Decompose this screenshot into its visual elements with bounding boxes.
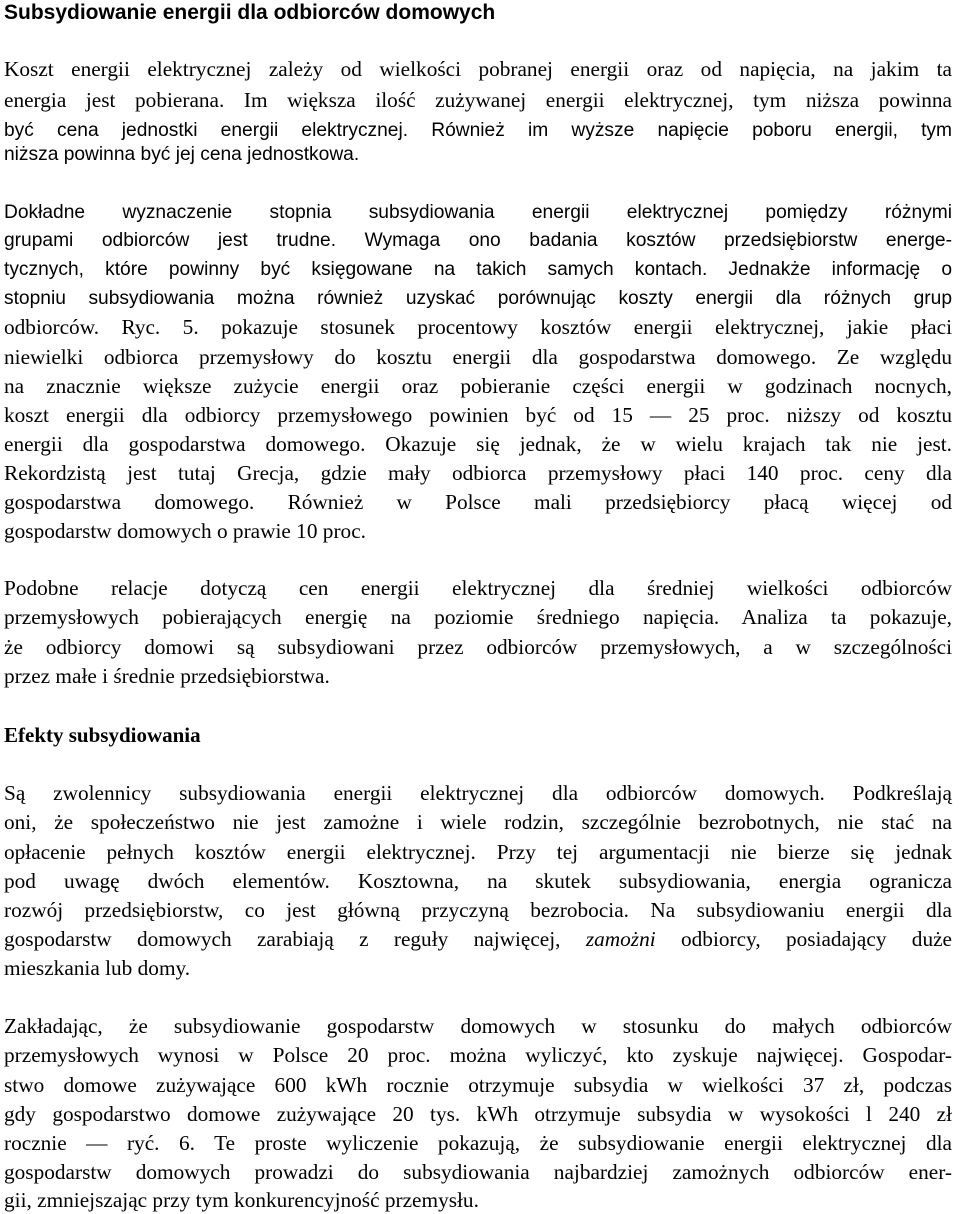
text-line: energia jest pobierana. Im większa ilość zużywanej energii elektrycznej, tym niższa powinna <box>4 88 952 112</box>
text-line: gdy gospodarstwo domowe zużywające 20 tys. kWh otrzymuje subsydia w wysokości l 240 zł <box>4 1102 952 1126</box>
text-line: energii dla gospodarstwa domowego. Okazuje się jednak, że w wielu krajach tak nie jest. <box>4 432 952 456</box>
page-title: Subsydiowanie energii dla odbiorców domowych <box>4 1 496 24</box>
text-line: mieszkania lub domy. <box>4 956 191 980</box>
text-line: gii, zmniejszając przy tym konkurencyjność przemysłu. <box>4 1188 479 1212</box>
text-line: odbiorców. Ryc. 5. pokazuje stosunek procentowy kosztów energii elektrycznej, jakie płaci <box>4 315 952 339</box>
text-segment: odbiorcy, posiadający duże <box>681 927 953 951</box>
text-line: stopniu subsydiowania można również uzyskać porównując koszty energii dla różnych grup <box>4 288 952 309</box>
text-line: gospodarstw domowych prowadzi do subsydiowania najbardziej zamożnych odbiorców ener- <box>4 1160 952 1184</box>
emphasis-text: zamożni <box>585 927 656 951</box>
text-line: Są zwolennicy subsydiowania energii elektrycznej dla odbiorców domowych. Podkreślają <box>4 781 952 805</box>
text-line: Rekordzistą jest tutaj Grecja, gdzie mały odbiorca przemysłowy płaci 140 proc. ceny dla <box>4 461 952 485</box>
text-line: Dokładne wyznaczenie stopnia subsydiowania energii elektrycznej pomiędzy różnymi <box>4 202 952 223</box>
text-line: oni, że społeczeństwo nie jest zamożne i wiele rodzin, szczególnie bezrobotnych, nie stać na <box>4 810 952 834</box>
text-line: przemysłowych pobierających energię na poziomie średniego napięcia. Analiza ta pokazuje, <box>4 605 952 629</box>
text-line: rocznie — ryć. 6. Te proste wyliczenie pokazują, że subsydiowanie energii elektrycznej dla <box>4 1131 952 1155</box>
text-segment: gospodarstw domowych zarabiają z reguły najwięcej, <box>4 927 561 951</box>
text-line: koszt energii dla odbiorcy przemysłowego powinien być od 15 — 25 proc. niższy od kosztu <box>4 403 952 427</box>
text-line: Zakładając, że subsydiowanie gospodarstw domowych w stosunku do małych odbiorców <box>4 1014 952 1038</box>
text-line: przemysłowych wynosi w Polsce 20 proc. można wyliczyć, kto zyskuje najwięcej. Gospodar- <box>4 1043 952 1067</box>
text-line: przez małe i średnie przedsiębiorstwa. <box>4 664 330 688</box>
text-line: Podobne relacje dotyczą cen energii elektrycznej dla średniej wielkości odbiorców <box>4 576 952 600</box>
text-line: pod uwagę dwóch elementów. Kosztowna, na skutek subsydiowania, energia ogranicza <box>4 869 952 893</box>
text-line: niższa powinna być jej cena jednostkowa. <box>4 144 360 165</box>
text-line: niewielki odbiorca przemysłowy do kosztu energii dla gospodarstwa domowego. Ze względu <box>4 345 952 369</box>
text-line: być cena jednostki energii elektrycznej. Również im wyższe napięcie poboru energii, tym <box>4 120 952 141</box>
text-line: na znacznie większe zużycie energii oraz pobieranie części energii w godzinach nocnych, <box>4 374 952 398</box>
text-line: że odbiorcy domowi są subsydiowani przez odbiorców przemysłowych, a w szczególności <box>4 635 952 659</box>
text-line: gospodarstwa domowego. Również w Polsce mali przedsiębiorcy płacą więcej od <box>4 490 952 514</box>
text-line: tycznych, które powinny być księgowane na takich samych kontach. Jednakże informację o <box>4 259 952 280</box>
text-line <box>4 925 952 953</box>
section-heading: Efekty subsydiowania <box>4 723 201 747</box>
text-line: gospodarstw domowych o prawie 10 proc. <box>4 519 366 543</box>
text-line: stwo domowe zużywające 600 kWh rocznie otrzymuje subsydia w wielkości 37 zł, podczas <box>4 1073 952 1097</box>
text-line: grupami odbiorców jest trudne. Wymaga ono badania kosztów przedsiębiorstw energe- <box>4 230 952 251</box>
text-line: rozwój przedsiębiorstw, co jest główną przyczyną bezrobocia. Na subsydiowaniu energii dla <box>4 898 952 922</box>
text-line: Koszt energii elektrycznej zależy od wielkości pobranej energii oraz od napięcia, na jakim ta <box>4 57 952 81</box>
text-line: opłacenie pełnych kosztów energii elektrycznej. Przy tej argumentacji nie bierze się jednak <box>4 840 952 864</box>
